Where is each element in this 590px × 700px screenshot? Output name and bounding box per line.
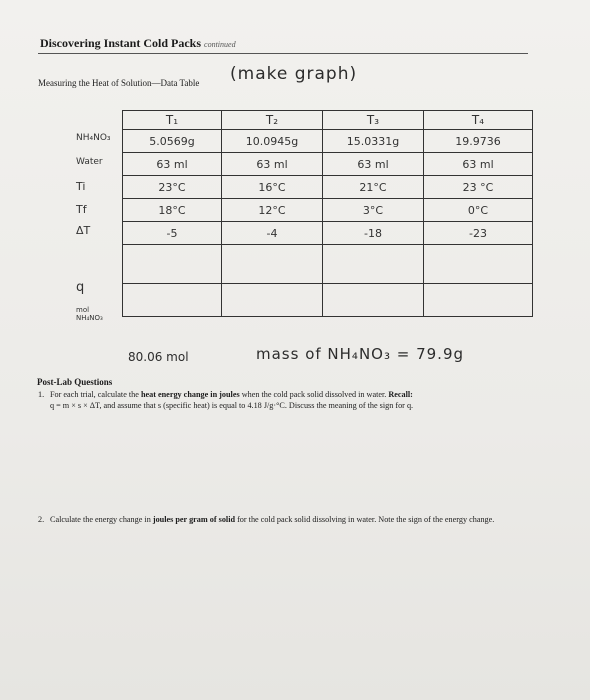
table-cell: 63 ml xyxy=(222,153,323,176)
table-cell: 15.0331g xyxy=(323,130,424,153)
table-header-row xyxy=(123,111,533,130)
row-label-ti: Ti xyxy=(76,180,86,193)
table-cell[interactable] xyxy=(222,245,323,284)
question-text: for the cold pack solid dissolving in water. Note the sign of the energy change. xyxy=(235,515,495,524)
table-cell[interactable] xyxy=(222,284,323,317)
handwritten-make-graph-note: (make graph) xyxy=(230,64,358,84)
table-cell: -18 xyxy=(323,222,424,245)
question-emphasis: joules per gram of solid xyxy=(152,515,236,524)
question-text: Calculate the energy change in xyxy=(50,515,153,524)
continued-label: continued xyxy=(204,40,236,49)
table-cell[interactable] xyxy=(123,284,222,317)
header-cell-t2: T₂ xyxy=(222,111,323,130)
data-table xyxy=(122,110,533,317)
table-cell: 0°C xyxy=(424,199,533,222)
question-1 xyxy=(38,389,533,411)
table-cell: 16°C xyxy=(222,176,323,199)
table-cell: -23 xyxy=(424,222,533,245)
post-lab-title: Post-Lab Questions xyxy=(37,377,113,387)
question-text: For each trial, calculate the xyxy=(50,390,141,399)
running-head xyxy=(40,36,236,51)
table-cell[interactable] xyxy=(123,245,222,284)
table-cell[interactable] xyxy=(424,245,533,284)
row-label-tf: Tf xyxy=(76,203,87,216)
table-cell: 12°C xyxy=(222,199,323,222)
table-cell: 63 ml xyxy=(424,153,533,176)
table-cell: 21°C xyxy=(323,176,424,199)
table-row-mol xyxy=(123,284,533,317)
table-cell: -5 xyxy=(123,222,222,245)
header-cell-t4: T₄ xyxy=(424,111,533,130)
table-cell[interactable] xyxy=(424,284,533,317)
table-row-mass xyxy=(123,130,533,153)
table-cell: 63 ml xyxy=(123,153,222,176)
table-row-q xyxy=(123,245,533,284)
question-2 xyxy=(38,514,533,525)
table-cell[interactable] xyxy=(323,284,424,317)
row-label-nh4no3: NH₄NO₃ xyxy=(76,133,111,143)
question-emphasis: heat energy change in joules xyxy=(140,390,240,399)
table-cell: 3°C xyxy=(323,199,424,222)
section-title: Measuring the Heat of Solution—Data Table xyxy=(38,78,200,88)
table-cell: 10.0945g xyxy=(222,130,323,153)
question-number: 2. xyxy=(38,515,45,524)
table-cell: 23 °C xyxy=(424,176,533,199)
page-title: Discovering Instant Cold Packs xyxy=(40,36,202,50)
table-row-water xyxy=(123,153,533,176)
question-number: 1. xyxy=(38,390,45,399)
row-label-mol: mol NH₄NO₃ xyxy=(76,306,103,322)
table-row-tf xyxy=(123,199,533,222)
handwritten-molar-mass: 80.06 mol xyxy=(128,350,189,364)
question-emphasis: Recall: xyxy=(388,390,413,399)
question-text: q = m × s × ΔT, and assume that s (specific heat) is equal to 4.18 J/g·°C. Discuss the meaning of the sign for q. xyxy=(50,401,414,410)
table-row-delta-t xyxy=(123,222,533,245)
table-cell: 63 ml xyxy=(323,153,424,176)
header-rule xyxy=(38,53,528,54)
table-cell: 23°C xyxy=(123,176,222,199)
header-cell-t3: T₃ xyxy=(323,111,424,130)
row-label-delta-t: ΔT xyxy=(76,224,91,237)
table-cell: -4 xyxy=(222,222,323,245)
table-cell: 19.9736 xyxy=(424,130,533,153)
table-cell: 5.0569g xyxy=(123,130,222,153)
handwritten-mass-note: mass of NH₄NO₃ = 79.9g xyxy=(256,345,465,363)
header-cell-t1: T₁ xyxy=(123,111,222,130)
question-text: when the cold pack solid dissolved in water. xyxy=(239,390,389,399)
table-cell[interactable] xyxy=(323,245,424,284)
row-label-water: Water xyxy=(76,157,103,167)
table-cell: 18°C xyxy=(123,199,222,222)
table-row-ti xyxy=(123,176,533,199)
row-label-q: q xyxy=(76,280,85,295)
